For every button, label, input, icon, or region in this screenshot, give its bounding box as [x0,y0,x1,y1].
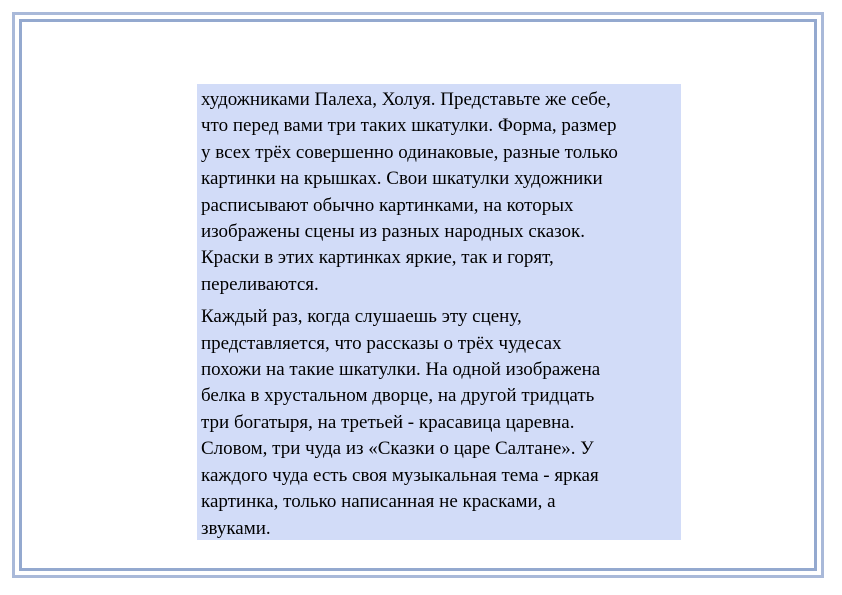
text-line: картинки на крышках. Свои шкатулки художники [201,168,603,190]
text-line: три богатыря, на третьей - красавица царевна. [201,411,575,433]
text-line: расписывают обычно картинками, на которых [201,194,574,216]
text-line: что перед вами три таких шкатулки. Форма, размер [201,115,617,137]
text-line: Каждый раз, когда слушаешь эту сцену, [201,306,522,328]
text-line: белка в хрустальном дворце, на другой тридцать [201,385,595,407]
text-line: изображены сцены из разных народных сказок. [201,221,586,243]
text-line: картинка, только написанная не красками, а [201,491,556,513]
text-box [197,84,681,540]
text-line: художниками Палеха, Холуя. Представьте же себе, [201,89,611,110]
text-line: переливаются. [201,273,319,295]
text-line: похожи на такие шкатулки. На одной изображена [201,359,601,381]
paragraph-1 [201,87,677,298]
paragraph-2 [201,304,677,542]
text-line: у всех трёх совершенно одинаковые, разные только [201,141,618,163]
text-line: представляется, что рассказы о трёх чудесах [201,332,562,354]
text-line: Словом, три чуда из «Сказки о царе Салтане». У [201,438,594,460]
text-line: каждого чуда есть своя музыкальная тема - яркая [201,464,599,486]
text-line: Краски в этих картинках яркие, так и горят, [201,247,554,269]
text-line: звуками. [201,517,271,539]
